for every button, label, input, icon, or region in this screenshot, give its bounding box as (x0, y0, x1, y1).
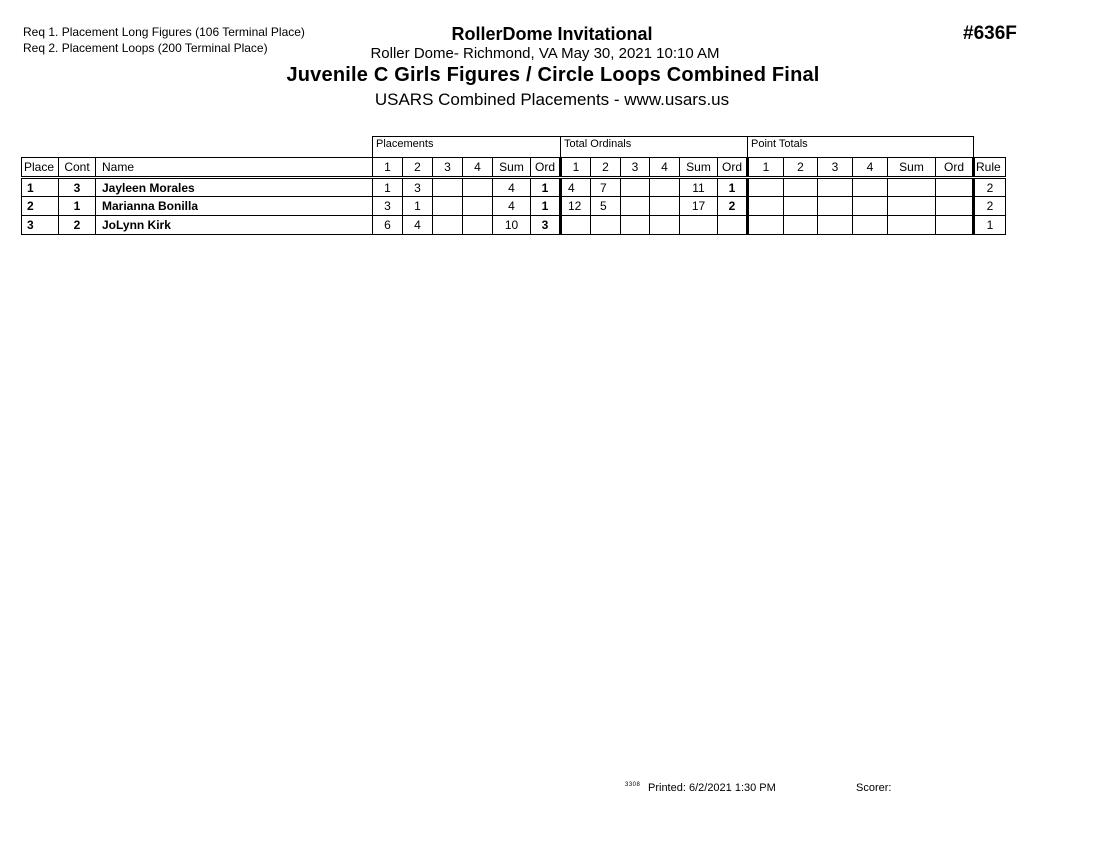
placement-2: 3 (403, 178, 433, 197)
col-ordinal-sum: Sum (680, 158, 718, 178)
ordinal-2 (591, 216, 621, 235)
ordinal-4 (650, 216, 680, 235)
col-points-3: 3 (818, 158, 853, 178)
col-cont: Cont (59, 158, 96, 178)
group-placements: Placements (372, 136, 561, 157)
skater-name: Jayleen Morales (96, 178, 373, 197)
col-ordinal-2: 2 (591, 158, 621, 178)
event-number: #636F (963, 23, 1017, 44)
col-ordinal-3: 3 (621, 158, 650, 178)
ordinal-4 (650, 197, 680, 216)
placement-3 (433, 216, 463, 235)
ordinal-ord: 1 (718, 178, 748, 197)
placement-1: 1 (373, 178, 403, 197)
col-placement-ord: Ord (531, 158, 561, 178)
col-points-ord: Ord (936, 158, 974, 178)
placement-sum: 4 (493, 197, 531, 216)
points-2 (784, 216, 818, 235)
cont-cell: 3 (59, 178, 96, 197)
placement-1: 6 (373, 216, 403, 235)
group-total-ordinals: Total Ordinals (560, 136, 748, 157)
points-ord (936, 178, 974, 197)
placement-sum: 4 (493, 178, 531, 197)
placement-sum: 10 (493, 216, 531, 235)
results-table (21, 157, 1006, 235)
place-cell: 1 (22, 178, 59, 197)
rule-cell: 1 (974, 216, 1006, 235)
ordinal-1: 12 (561, 197, 591, 216)
ordinal-2: 7 (591, 178, 621, 197)
skater-name: JoLynn Kirk (96, 216, 373, 235)
points-1 (748, 178, 784, 197)
ordinal-ord (718, 216, 748, 235)
points-4 (853, 178, 888, 197)
ordinal-ord: 2 (718, 197, 748, 216)
group-point-totals: Point Totals (747, 136, 974, 157)
placement-ord: 3 (531, 216, 561, 235)
points-ord (936, 216, 974, 235)
placement-ord: 1 (531, 178, 561, 197)
report-code: 3308 (625, 782, 641, 788)
col-placement-sum: Sum (493, 158, 531, 178)
col-placement-2: 2 (403, 158, 433, 178)
placement-2: 4 (403, 216, 433, 235)
placement-2: 1 (403, 197, 433, 216)
col-rule: Rule (974, 158, 1006, 178)
points-sum (888, 197, 936, 216)
cont-cell: 1 (59, 197, 96, 216)
col-placement-4: 4 (463, 158, 493, 178)
ordinal-1: 4 (561, 178, 591, 197)
ordinal-sum (680, 216, 718, 235)
cont-cell: 2 (59, 216, 96, 235)
placement-ord: 1 (531, 197, 561, 216)
placement-3 (433, 197, 463, 216)
event-name: Juvenile C Girls Figures / Circle Loops Combined Final (286, 64, 820, 86)
col-points-2: 2 (784, 158, 818, 178)
placement-4 (463, 197, 493, 216)
points-3 (818, 178, 853, 197)
requirement-2: Req 2. Placement Loops (200 Terminal Place) (23, 41, 268, 55)
points-3 (818, 197, 853, 216)
col-ordinal-ord: Ord (718, 158, 748, 178)
col-ordinal-4: 4 (650, 158, 680, 178)
points-1 (748, 216, 784, 235)
table-row (22, 197, 1006, 216)
placement-3 (433, 178, 463, 197)
points-sum (888, 216, 936, 235)
rule-cell: 2 (974, 197, 1006, 216)
col-placement-1: 1 (373, 158, 403, 178)
points-3 (818, 216, 853, 235)
printed-timestamp: Printed: 6/2/2021 1:30 PM (648, 782, 776, 794)
table-row (22, 178, 1006, 197)
table-row (22, 216, 1006, 235)
ordinal-3 (621, 197, 650, 216)
ordinal-2: 5 (591, 197, 621, 216)
col-points-1: 1 (748, 158, 784, 178)
points-4 (853, 197, 888, 216)
points-sum (888, 178, 936, 197)
competition-title: RollerDome Invitational (451, 24, 653, 44)
ordinal-1 (561, 216, 591, 235)
ordinal-3 (621, 178, 650, 197)
placement-4 (463, 178, 493, 197)
scorer-label: Scorer: (856, 782, 892, 794)
ordinal-sum: 17 (680, 197, 718, 216)
header-row (22, 158, 1006, 178)
placement-4 (463, 216, 493, 235)
skater-name: Marianna Bonilla (96, 197, 373, 216)
col-points-sum: Sum (888, 158, 936, 178)
event-subtitle: USARS Combined Placements - www.usars.us (374, 90, 730, 109)
points-1 (748, 197, 784, 216)
ordinal-4 (650, 178, 680, 197)
col-placement-3: 3 (433, 158, 463, 178)
place-cell: 2 (22, 197, 59, 216)
ordinal-3 (621, 216, 650, 235)
points-2 (784, 178, 818, 197)
points-2 (784, 197, 818, 216)
points-ord (936, 197, 974, 216)
col-points-4: 4 (853, 158, 888, 178)
col-ordinal-1: 1 (561, 158, 591, 178)
col-place: Place (22, 158, 59, 178)
place-cell: 3 (22, 216, 59, 235)
placement-1: 3 (373, 197, 403, 216)
points-4 (853, 216, 888, 235)
requirement-1: Req 1. Placement Long Figures (106 Terminal Place) (23, 25, 305, 39)
rule-cell: 2 (974, 178, 1006, 197)
location-date: Roller Dome- Richmond, VA May 30, 2021 10:10 AM (370, 45, 720, 62)
col-name: Name (96, 158, 373, 178)
ordinal-sum: 11 (680, 178, 718, 197)
